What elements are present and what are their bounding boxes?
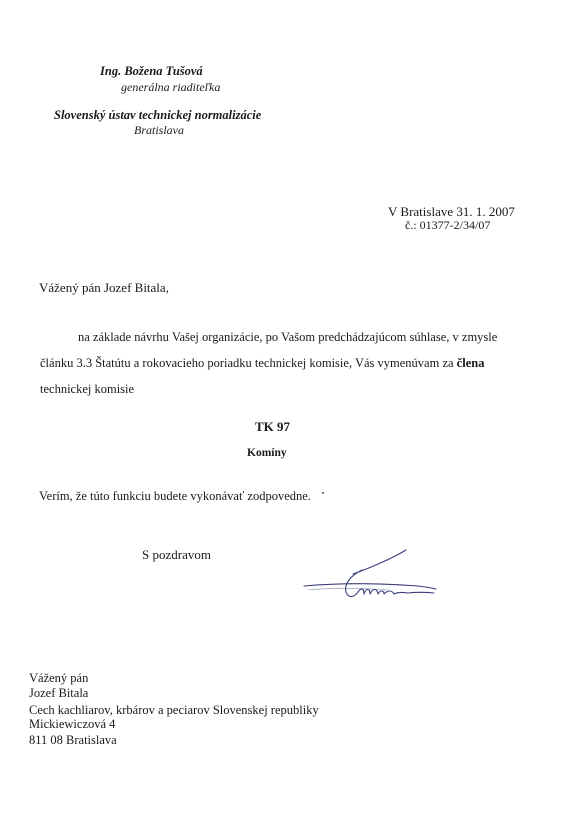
scan-speck: [322, 492, 324, 494]
letter-date: V Bratislave 31. 1. 2007: [388, 204, 515, 219]
committee-name: Komíny: [247, 447, 287, 459]
body-line-2-emphasis: člena: [456, 356, 485, 370]
recipient-name: Jozef Bitala: [29, 686, 89, 700]
recipient-salutation: Vážený pán: [29, 671, 89, 685]
sender-city: Bratislava: [134, 123, 184, 137]
sender-name: Ing. Božena Tušová: [100, 64, 203, 78]
sender-title: generálna riaditeľka: [121, 80, 221, 94]
body-line-2-text: článku 3.3 Štatútu a rokovacieho poriadku technickej komisie, Vás vymenúvam za: [40, 356, 457, 370]
body-line-3: technickej komisie: [40, 382, 135, 396]
signature-icon: [298, 546, 448, 610]
greeting: S pozdravom: [142, 547, 211, 562]
closing-line: Verím, že túto funkciu budete vykonávať zodpovedne.: [39, 489, 311, 503]
recipient-organization: Cech kachliarov, krbárov a peciarov Slovenskej republiky: [29, 703, 319, 717]
reference-number: č.: 01377-2/34/07: [405, 218, 491, 232]
salutation: Vážený pán Jozef Bitala,: [39, 280, 169, 295]
body-line-1: na základe návrhu Vašej organizácie, po Vašom predchádzajúcom súhlase, v zmysle: [78, 330, 498, 344]
recipient-street: Mickiewiczová 4: [29, 717, 116, 731]
sender-organization: Slovenský ústav technickej normalizácie: [54, 108, 262, 122]
recipient-postal: 811 08 Bratislava: [29, 733, 117, 747]
body-line-2: [40, 356, 484, 371]
committee-number: TK 97: [255, 419, 291, 434]
